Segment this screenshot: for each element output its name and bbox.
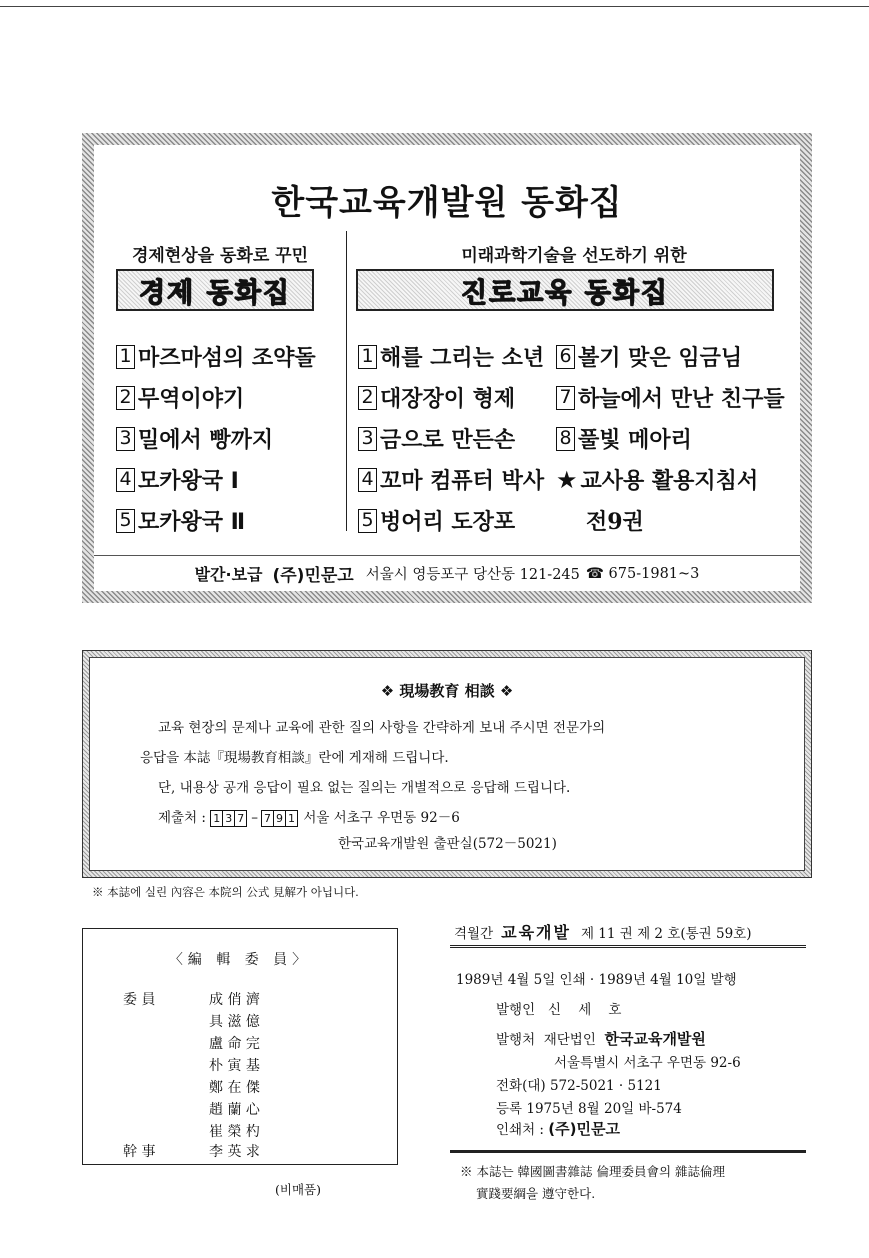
consultation-text: 교육 현장의 문제나 교육에 관한 질의 사항을 간략하게 보내 주시면 전문가의 bbox=[158, 720, 606, 736]
issuer-address: 서울특별시 서초구 우면동 92-6 bbox=[554, 1055, 741, 1071]
submission-address: 서울 서초구 우면동 92－6 bbox=[303, 810, 460, 826]
book-number: 4 bbox=[116, 468, 135, 492]
member-name: 趙 蘭 心 bbox=[209, 1102, 260, 1118]
issuer-label: 발행처 bbox=[496, 1032, 536, 1048]
book-item bbox=[358, 423, 515, 454]
submission-label: 제출처 : bbox=[158, 810, 206, 826]
consultation-inner bbox=[89, 657, 805, 871]
book-item bbox=[556, 423, 692, 454]
book-item bbox=[358, 382, 515, 413]
member-name: 鄭 在 傑 bbox=[209, 1080, 260, 1096]
printer-name: (주)민문고 bbox=[548, 1120, 620, 1138]
editorial-member-row bbox=[83, 989, 399, 1011]
top-rule bbox=[0, 6, 869, 7]
economy-series-banner bbox=[116, 269, 314, 311]
issuer-prefix: 재단법인 bbox=[543, 1032, 596, 1048]
submission-address-line bbox=[158, 806, 460, 827]
publisher-name: 신 세 호 bbox=[548, 1002, 622, 1018]
ethics-note: ※ 本誌는 韓國圖書雜誌 倫理委員會의 雜誌倫理 bbox=[460, 1164, 726, 1179]
series-total bbox=[586, 505, 644, 536]
book-item bbox=[116, 423, 273, 454]
volume-info: 제 11 권 제 2 호(통권 59호) bbox=[580, 925, 752, 942]
publication-frequency: 격월간 bbox=[454, 925, 494, 942]
book-item bbox=[556, 382, 785, 413]
left-series-subtitle: 경제현상을 동화로 꾸민 bbox=[131, 246, 309, 266]
book-item bbox=[358, 505, 515, 536]
member-name: 成 俏 濟 bbox=[209, 992, 260, 1008]
issuer-name: 한국교육개발원 bbox=[604, 1030, 706, 1048]
magazine-title: 교육개발 bbox=[501, 923, 571, 942]
postal-dash: – bbox=[251, 810, 259, 826]
economy-series-label: 경제 동화집 bbox=[139, 277, 291, 309]
publisher-label: 발간·보급 bbox=[194, 565, 263, 584]
book-item bbox=[358, 464, 544, 495]
publication-separator bbox=[450, 1150, 806, 1153]
career-series-label: 진로교육 동화집 bbox=[461, 277, 669, 309]
postal-code-boxes bbox=[262, 810, 298, 827]
publisher-label: 발행인 bbox=[496, 1002, 536, 1018]
ad-title: 한국교육개발원 동화집 bbox=[271, 183, 623, 223]
book-title: 해를 그리는 소년 bbox=[380, 346, 545, 371]
book-item bbox=[556, 464, 758, 495]
postal-digit: 9 bbox=[273, 810, 286, 827]
submission-office: 한국교육개발원 출판실(572－5021) bbox=[338, 836, 557, 852]
book-title: 벙어리 도장포 bbox=[380, 510, 516, 535]
editorial-committee-box bbox=[82, 928, 398, 1165]
book-item bbox=[358, 341, 544, 372]
series-total-label: 전9권 bbox=[586, 509, 644, 535]
book-title: 대장장이 형제 bbox=[380, 387, 516, 412]
editorial-member-row bbox=[83, 1099, 399, 1121]
member-name: 盧 命 完 bbox=[209, 1036, 260, 1052]
editorial-committee-title: 〈編 輯 委 員〉 bbox=[168, 952, 312, 968]
member-name: 朴 寅 基 bbox=[209, 1058, 260, 1074]
registration-info: 등록 1975년 8월 20일 바-574 bbox=[496, 1101, 682, 1117]
book-item bbox=[116, 464, 239, 495]
consultation-title: ❖ 現場教育 相談 ❖ bbox=[380, 682, 514, 700]
issuer-line bbox=[496, 1028, 706, 1049]
book-title: 볼기 맞은 임금님 bbox=[578, 346, 743, 371]
book-title: 하늘에서 만난 친구들 bbox=[578, 387, 785, 412]
editorial-member-row bbox=[83, 1011, 399, 1033]
advertisement-box bbox=[82, 133, 812, 603]
book-number: 1 bbox=[358, 345, 377, 369]
editorial-member-row bbox=[83, 1055, 399, 1077]
secretary-role: 幹 事 bbox=[123, 1144, 156, 1160]
book-item bbox=[116, 341, 316, 372]
book-title: 금으로 만든손 bbox=[380, 428, 516, 453]
ad-publisher-footer bbox=[94, 555, 800, 591]
book-item bbox=[116, 505, 245, 536]
book-number: 4 bbox=[358, 468, 377, 492]
book-number: 5 bbox=[358, 509, 377, 533]
postal-digit: 3 bbox=[222, 810, 235, 827]
publisher-line bbox=[496, 998, 621, 1018]
disclaimer: ※ 本誌에 실린 內容은 本院의 公式 見解가 아닙니다. bbox=[92, 885, 359, 899]
book-title: 교사용 활용지침서 bbox=[580, 469, 759, 494]
book-item bbox=[556, 341, 742, 372]
book-number: 3 bbox=[116, 427, 135, 451]
book-number: 8 bbox=[556, 427, 575, 451]
postal-code-boxes bbox=[211, 810, 247, 827]
publication-header bbox=[450, 918, 806, 948]
publisher-phone: ☎ 675-1981~3 bbox=[585, 565, 700, 582]
editorial-member-row bbox=[83, 1033, 399, 1055]
career-series-banner bbox=[356, 269, 774, 311]
print-dates: 1989년 4월 5일 인쇄 · 1989년 4월 10일 발행 bbox=[456, 972, 737, 988]
postal-digit: 1 bbox=[210, 810, 223, 827]
editorial-member-row bbox=[83, 1077, 399, 1099]
book-title: 모카왕국 Ⅰ bbox=[138, 469, 239, 494]
member-name: 崔 榮 杓 bbox=[209, 1124, 260, 1140]
postal-digit: 1 bbox=[285, 810, 298, 827]
advertisement-inner bbox=[94, 145, 800, 591]
editorial-member-row bbox=[83, 1121, 399, 1143]
consultation-text: 단, 내용상 공개 응답이 필요 없는 질의는 개별적으로 응답해 드립니다. bbox=[158, 780, 571, 796]
column-divider bbox=[346, 231, 347, 531]
printer-label: 인쇄처 : bbox=[496, 1122, 544, 1138]
consultation-text: 응답을 本誌『現場教育相談』란에 게재해 드립니다. bbox=[140, 750, 449, 766]
book-title: 마즈마섬의 조약돌 bbox=[138, 346, 316, 371]
book-number: 2 bbox=[116, 386, 135, 410]
book-title: 밀에서 빵까지 bbox=[138, 428, 274, 453]
right-series-subtitle: 미래과학기술을 선도하기 위한 bbox=[461, 246, 687, 266]
publisher-address: 서울시 영등포구 당산동 121-245 bbox=[365, 567, 580, 583]
book-title: 무역이야기 bbox=[138, 387, 245, 412]
publisher-name: (주)민문고 bbox=[272, 566, 354, 586]
member-name: 具 滋 億 bbox=[209, 1014, 260, 1030]
book-number: 6 bbox=[556, 345, 575, 369]
secretary-name: 李 英 求 bbox=[209, 1144, 260, 1160]
printer-line bbox=[496, 1118, 620, 1139]
star-icon: ★ bbox=[556, 465, 578, 494]
postal-digit: 7 bbox=[261, 810, 274, 827]
issuer-phone: 전화(대) 572-5021 · 5121 bbox=[496, 1078, 662, 1094]
not-for-sale-note: (비매품) bbox=[275, 1182, 321, 1197]
postal-digit: 7 bbox=[234, 810, 247, 827]
book-number: 3 bbox=[358, 427, 377, 451]
book-number: 5 bbox=[116, 509, 135, 533]
book-item bbox=[116, 382, 244, 413]
book-number: 2 bbox=[358, 386, 377, 410]
ethics-note: 實踐要綱을 遵守한다. bbox=[476, 1186, 596, 1201]
book-number: 7 bbox=[556, 386, 575, 410]
book-number: 1 bbox=[116, 345, 135, 369]
book-title: 꼬마 컴퓨터 박사 bbox=[380, 469, 545, 494]
editorial-secretary-row bbox=[83, 1141, 399, 1163]
member-role: 委 員 bbox=[123, 992, 156, 1008]
consultation-box bbox=[82, 650, 812, 878]
publication-info bbox=[450, 918, 810, 1208]
book-title: 풀빛 메아리 bbox=[578, 428, 692, 453]
book-title: 모카왕국 Ⅱ bbox=[138, 510, 246, 535]
